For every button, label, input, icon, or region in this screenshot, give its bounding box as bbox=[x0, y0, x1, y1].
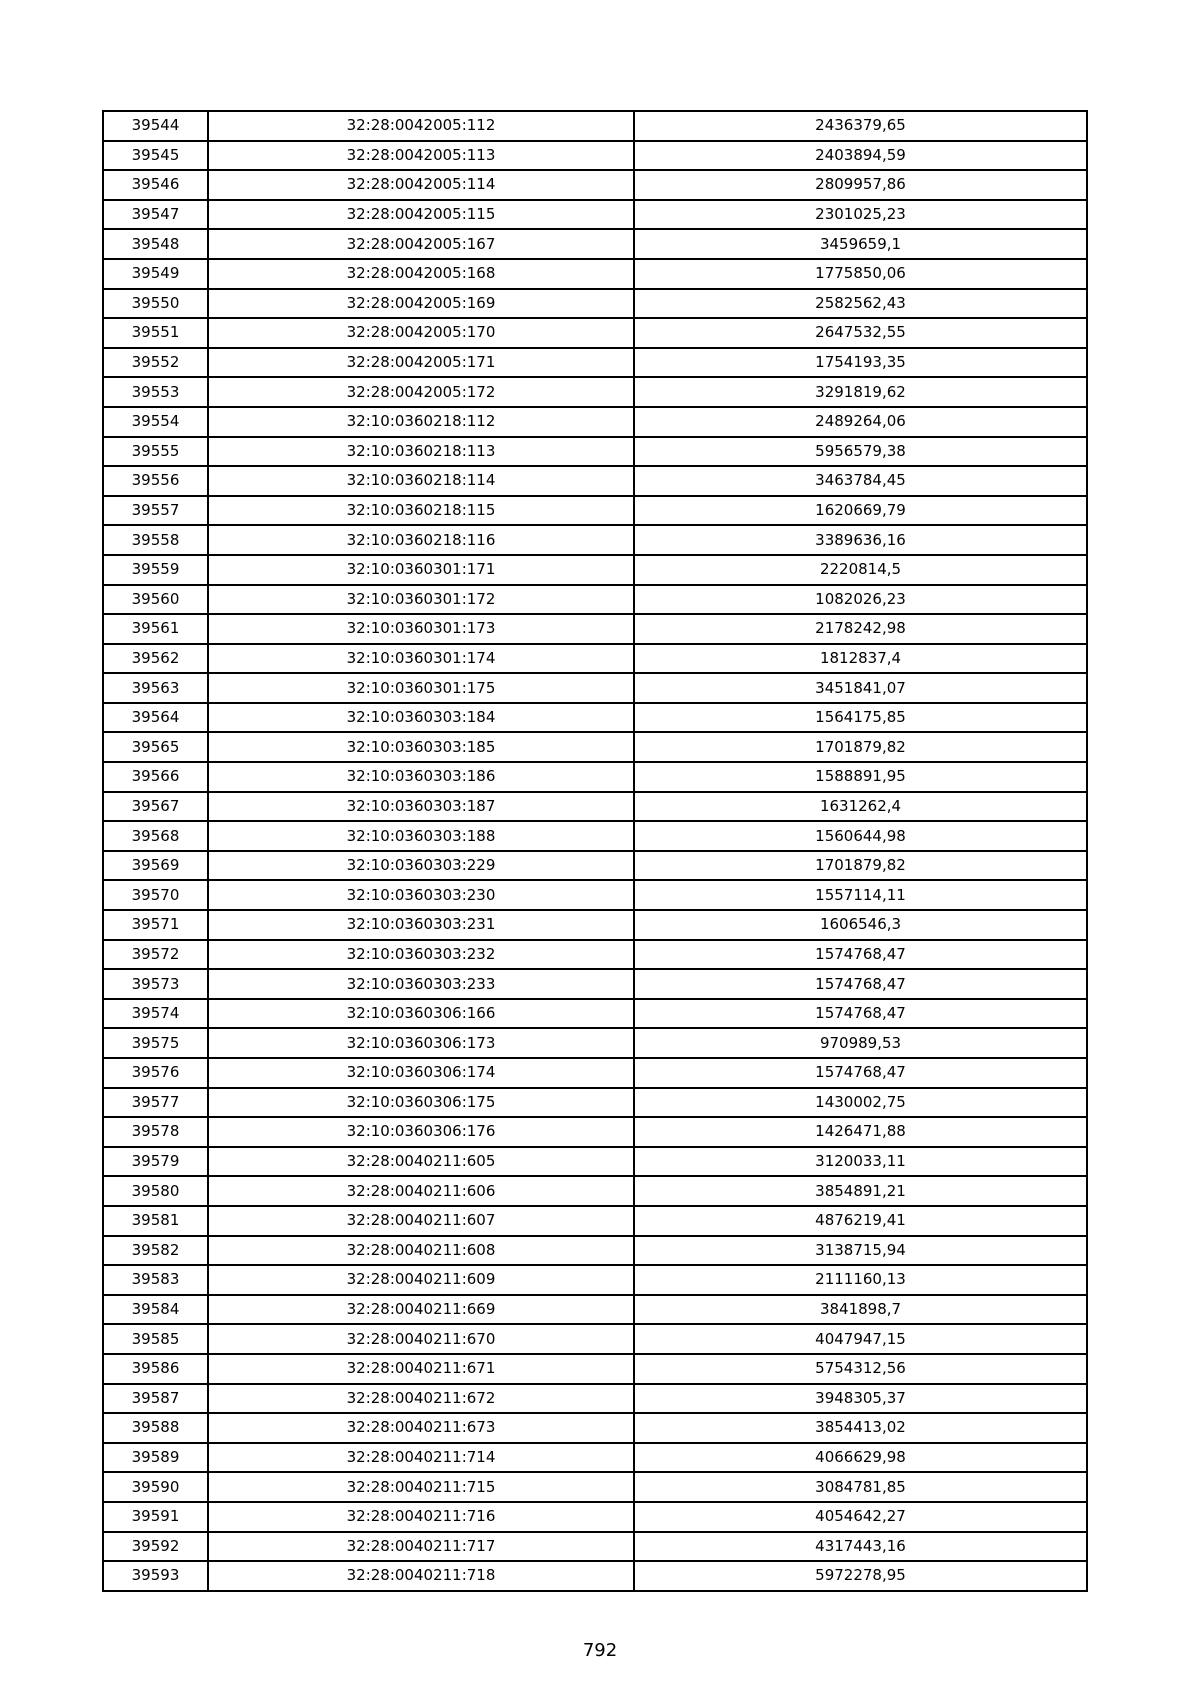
cadastral-value-cell: 4054642,27 bbox=[634, 1502, 1087, 1532]
cadastral-value-cell: 2301025,23 bbox=[634, 200, 1087, 230]
row-index-cell: 39571 bbox=[103, 910, 208, 940]
row-index-cell: 39588 bbox=[103, 1413, 208, 1443]
cadastral-number-cell: 32:28:0042005:167 bbox=[208, 229, 634, 259]
table-row bbox=[103, 229, 1087, 259]
table-row bbox=[103, 170, 1087, 200]
cadastral-value-cell: 1082026,23 bbox=[634, 585, 1087, 615]
row-index-cell: 39566 bbox=[103, 762, 208, 792]
cadastral-number-cell: 32:10:0360303:232 bbox=[208, 940, 634, 970]
cadastral-number-cell: 32:10:0360303:229 bbox=[208, 851, 634, 881]
cadastral-number-cell: 32:28:0040211:670 bbox=[208, 1324, 634, 1354]
cadastral-value-cell: 3463784,45 bbox=[634, 466, 1087, 496]
cadastral-number-cell: 32:28:0040211:716 bbox=[208, 1502, 634, 1532]
cadastral-value-cell: 3084781,85 bbox=[634, 1472, 1087, 1502]
cadastral-value-cell: 1557114,11 bbox=[634, 880, 1087, 910]
row-index-cell: 39554 bbox=[103, 407, 208, 437]
table-row bbox=[103, 821, 1087, 851]
row-index-cell: 39576 bbox=[103, 1058, 208, 1088]
cadastral-value-cell: 3138715,94 bbox=[634, 1236, 1087, 1266]
table-row bbox=[103, 940, 1087, 970]
row-index-cell: 39555 bbox=[103, 437, 208, 467]
row-index-cell: 39586 bbox=[103, 1354, 208, 1384]
cadastral-number-cell: 32:10:0360306:173 bbox=[208, 1028, 634, 1058]
cadastral-value-cell: 2220814,5 bbox=[634, 555, 1087, 585]
cadastral-value-cell: 3948305,37 bbox=[634, 1384, 1087, 1414]
row-index-cell: 39567 bbox=[103, 792, 208, 822]
cadastral-value-cell: 1574768,47 bbox=[634, 999, 1087, 1029]
row-index-cell: 39563 bbox=[103, 673, 208, 703]
cadastral-number-cell: 32:28:0042005:168 bbox=[208, 259, 634, 289]
row-index-cell: 39582 bbox=[103, 1236, 208, 1266]
table-row bbox=[103, 1236, 1087, 1266]
cadastral-number-cell: 32:10:0360303:184 bbox=[208, 703, 634, 733]
cadastral-number-cell: 32:10:0360218:115 bbox=[208, 496, 634, 526]
cadastral-value-cell: 1775850,06 bbox=[634, 259, 1087, 289]
cadastral-value-cell: 4317443,16 bbox=[634, 1532, 1087, 1562]
row-index-cell: 39560 bbox=[103, 585, 208, 615]
cadastral-number-cell: 32:28:0042005:113 bbox=[208, 141, 634, 171]
row-index-cell: 39551 bbox=[103, 318, 208, 348]
table-row bbox=[103, 1413, 1087, 1443]
table-row bbox=[103, 1324, 1087, 1354]
table-row bbox=[103, 1384, 1087, 1414]
table-row bbox=[103, 1472, 1087, 1502]
cadastral-value-cell: 2489264,06 bbox=[634, 407, 1087, 437]
table-row bbox=[103, 437, 1087, 467]
row-index-cell: 39589 bbox=[103, 1443, 208, 1473]
cadastral-number-cell: 32:28:0040211:672 bbox=[208, 1384, 634, 1414]
table-row bbox=[103, 377, 1087, 407]
row-index-cell: 39549 bbox=[103, 259, 208, 289]
table-row bbox=[103, 969, 1087, 999]
cadastral-number-cell: 32:10:0360301:171 bbox=[208, 555, 634, 585]
table-row bbox=[103, 407, 1087, 437]
cadastral-number-cell: 32:10:0360301:175 bbox=[208, 673, 634, 703]
cadastral-number-cell: 32:28:0040211:609 bbox=[208, 1265, 634, 1295]
row-index-cell: 39574 bbox=[103, 999, 208, 1029]
cadastral-number-cell: 32:28:0040211:606 bbox=[208, 1176, 634, 1206]
cadastral-number-cell: 32:10:0360303:230 bbox=[208, 880, 634, 910]
cadastral-value-cell: 2436379,65 bbox=[634, 111, 1087, 141]
table-row bbox=[103, 348, 1087, 378]
row-index-cell: 39562 bbox=[103, 644, 208, 674]
table-row bbox=[103, 673, 1087, 703]
cadastral-value-cell: 3854891,21 bbox=[634, 1176, 1087, 1206]
table-row bbox=[103, 525, 1087, 555]
cadastral-value-cell: 2111160,13 bbox=[634, 1265, 1087, 1295]
table-row bbox=[103, 1088, 1087, 1118]
table-row bbox=[103, 880, 1087, 910]
row-index-cell: 39573 bbox=[103, 969, 208, 999]
row-index-cell: 39565 bbox=[103, 732, 208, 762]
row-index-cell: 39592 bbox=[103, 1532, 208, 1562]
row-index-cell: 39569 bbox=[103, 851, 208, 881]
table-row bbox=[103, 1058, 1087, 1088]
cadastral-number-cell: 32:28:0040211:715 bbox=[208, 1472, 634, 1502]
row-index-cell: 39570 bbox=[103, 880, 208, 910]
table-row bbox=[103, 614, 1087, 644]
row-index-cell: 39552 bbox=[103, 348, 208, 378]
cadastral-number-cell: 32:28:0040211:607 bbox=[208, 1206, 634, 1236]
cadastral-number-cell: 32:28:0040211:605 bbox=[208, 1147, 634, 1177]
row-index-cell: 39550 bbox=[103, 289, 208, 319]
table-row bbox=[103, 1354, 1087, 1384]
cadastral-number-cell: 32:10:0360301:174 bbox=[208, 644, 634, 674]
cadastral-number-cell: 32:28:0042005:112 bbox=[208, 111, 634, 141]
cadastral-value-cell: 2647532,55 bbox=[634, 318, 1087, 348]
cadastral-value-cell: 1430002,75 bbox=[634, 1088, 1087, 1118]
row-index-cell: 39544 bbox=[103, 111, 208, 141]
cadastral-number-cell: 32:28:0040211:669 bbox=[208, 1295, 634, 1325]
cadastral-number-cell: 32:28:0040211:608 bbox=[208, 1236, 634, 1266]
row-index-cell: 39572 bbox=[103, 940, 208, 970]
page-number: 792 bbox=[582, 1640, 618, 1661]
cadastral-number-cell: 32:10:0360301:173 bbox=[208, 614, 634, 644]
row-index-cell: 39558 bbox=[103, 525, 208, 555]
cadastral-value-cell: 3291819,62 bbox=[634, 377, 1087, 407]
table-row bbox=[103, 111, 1087, 141]
cadastral-number-cell: 32:28:0042005:171 bbox=[208, 348, 634, 378]
cadastral-number-cell: 32:10:0360303:185 bbox=[208, 732, 634, 762]
table-row bbox=[103, 141, 1087, 171]
table-row bbox=[103, 555, 1087, 585]
cadastral-number-cell: 32:28:0042005:172 bbox=[208, 377, 634, 407]
cadastral-number-cell: 32:10:0360218:116 bbox=[208, 525, 634, 555]
table-row bbox=[103, 1206, 1087, 1236]
cadastral-value-cell: 3389636,16 bbox=[634, 525, 1087, 555]
table-body bbox=[103, 111, 1087, 1591]
table-row bbox=[103, 851, 1087, 881]
cadastral-value-cell: 1588891,95 bbox=[634, 762, 1087, 792]
table-row bbox=[103, 259, 1087, 289]
table-row bbox=[103, 200, 1087, 230]
cadastral-value-cell: 1701879,82 bbox=[634, 732, 1087, 762]
cadastral-value-cell: 1606546,3 bbox=[634, 910, 1087, 940]
table-row bbox=[103, 1265, 1087, 1295]
table-row bbox=[103, 1561, 1087, 1591]
cadastral-number-cell: 32:10:0360218:114 bbox=[208, 466, 634, 496]
cadastral-number-cell: 32:28:0040211:717 bbox=[208, 1532, 634, 1562]
cadastral-value-cell: 1574768,47 bbox=[634, 940, 1087, 970]
table-row bbox=[103, 762, 1087, 792]
cadastral-value-cell: 3451841,07 bbox=[634, 673, 1087, 703]
cadastral-value-cell: 3854413,02 bbox=[634, 1413, 1087, 1443]
cadastral-number-cell: 32:10:0360301:172 bbox=[208, 585, 634, 615]
cadastral-value-cell: 1574768,47 bbox=[634, 969, 1087, 999]
row-index-cell: 39590 bbox=[103, 1472, 208, 1502]
row-index-cell: 39561 bbox=[103, 614, 208, 644]
cadastral-value-cell: 5972278,95 bbox=[634, 1561, 1087, 1591]
cadastral-value-cell: 3459659,1 bbox=[634, 229, 1087, 259]
row-index-cell: 39587 bbox=[103, 1384, 208, 1414]
row-index-cell: 39575 bbox=[103, 1028, 208, 1058]
row-index-cell: 39559 bbox=[103, 555, 208, 585]
table-row bbox=[103, 1502, 1087, 1532]
row-index-cell: 39585 bbox=[103, 1324, 208, 1354]
row-index-cell: 39577 bbox=[103, 1088, 208, 1118]
cadastral-value-cell: 2809957,86 bbox=[634, 170, 1087, 200]
cadastral-number-cell: 32:10:0360303:233 bbox=[208, 969, 634, 999]
cadastral-value-cell: 1560644,98 bbox=[634, 821, 1087, 851]
cadastral-number-cell: 32:10:0360218:113 bbox=[208, 437, 634, 467]
cadastral-number-cell: 32:10:0360303:188 bbox=[208, 821, 634, 851]
cadastral-number-cell: 32:28:0042005:114 bbox=[208, 170, 634, 200]
table-row bbox=[103, 910, 1087, 940]
cadastral-value-cell: 1620669,79 bbox=[634, 496, 1087, 526]
cadastral-number-cell: 32:10:0360303:231 bbox=[208, 910, 634, 940]
table-row bbox=[103, 1532, 1087, 1562]
row-index-cell: 39568 bbox=[103, 821, 208, 851]
cadastral-number-cell: 32:10:0360303:187 bbox=[208, 792, 634, 822]
cadastral-value-cell: 1754193,35 bbox=[634, 348, 1087, 378]
table-row bbox=[103, 1117, 1087, 1147]
cadastral-number-cell: 32:10:0360306:175 bbox=[208, 1088, 634, 1118]
row-index-cell: 39548 bbox=[103, 229, 208, 259]
cadastral-number-cell: 32:10:0360218:112 bbox=[208, 407, 634, 437]
row-index-cell: 39564 bbox=[103, 703, 208, 733]
table-row bbox=[103, 318, 1087, 348]
table-row bbox=[103, 999, 1087, 1029]
cadastral-value-cell: 3120033,11 bbox=[634, 1147, 1087, 1177]
table-row bbox=[103, 1176, 1087, 1206]
cadastral-value-cell: 1574768,47 bbox=[634, 1058, 1087, 1088]
cadastral-number-cell: 32:10:0360306:166 bbox=[208, 999, 634, 1029]
cadastral-number-cell: 32:10:0360306:174 bbox=[208, 1058, 634, 1088]
row-index-cell: 39557 bbox=[103, 496, 208, 526]
table-row bbox=[103, 1443, 1087, 1473]
table-row bbox=[103, 289, 1087, 319]
cadastral-value-cell: 4047947,15 bbox=[634, 1324, 1087, 1354]
table-row bbox=[103, 1028, 1087, 1058]
cadastral-value-cell: 1701879,82 bbox=[634, 851, 1087, 881]
cadastral-value-cell: 5956579,38 bbox=[634, 437, 1087, 467]
table-row bbox=[103, 1147, 1087, 1177]
cadastral-value-cell: 1564175,85 bbox=[634, 703, 1087, 733]
table-row bbox=[103, 703, 1087, 733]
cadastral-value-cell: 4876219,41 bbox=[634, 1206, 1087, 1236]
row-index-cell: 39593 bbox=[103, 1561, 208, 1591]
row-index-cell: 39578 bbox=[103, 1117, 208, 1147]
table-row bbox=[103, 644, 1087, 674]
cadastral-number-cell: 32:10:0360306:176 bbox=[208, 1117, 634, 1147]
cadastral-number-cell: 32:28:0040211:718 bbox=[208, 1561, 634, 1591]
cadastral-value-cell: 1812837,4 bbox=[634, 644, 1087, 674]
cadastral-value-cell: 2403894,59 bbox=[634, 141, 1087, 171]
cadastral-number-cell: 32:28:0040211:671 bbox=[208, 1354, 634, 1384]
table-row bbox=[103, 496, 1087, 526]
cadastral-number-cell: 32:28:0042005:169 bbox=[208, 289, 634, 319]
table-row bbox=[103, 732, 1087, 762]
row-index-cell: 39583 bbox=[103, 1265, 208, 1295]
cadastral-number-cell: 32:28:0040211:714 bbox=[208, 1443, 634, 1473]
cadastral-number-cell: 32:28:0040211:673 bbox=[208, 1413, 634, 1443]
cadastral-value-cell: 3841898,7 bbox=[634, 1295, 1087, 1325]
row-index-cell: 39579 bbox=[103, 1147, 208, 1177]
cadastral-value-cell: 4066629,98 bbox=[634, 1443, 1087, 1473]
row-index-cell: 39584 bbox=[103, 1295, 208, 1325]
table-row bbox=[103, 792, 1087, 822]
cadastral-value-cell: 5754312,56 bbox=[634, 1354, 1087, 1384]
cadastral-value-cell: 970989,53 bbox=[634, 1028, 1087, 1058]
row-index-cell: 39556 bbox=[103, 466, 208, 496]
cadastral-value-cell: 1426471,88 bbox=[634, 1117, 1087, 1147]
row-index-cell: 39581 bbox=[103, 1206, 208, 1236]
row-index-cell: 39545 bbox=[103, 141, 208, 171]
cadastral-number-cell: 32:28:0042005:115 bbox=[208, 200, 634, 230]
table-row bbox=[103, 585, 1087, 615]
table-row bbox=[103, 466, 1087, 496]
cadastral-value-table-container bbox=[102, 110, 1086, 1592]
cadastral-value-cell: 2582562,43 bbox=[634, 289, 1087, 319]
table-row bbox=[103, 1295, 1087, 1325]
cadastral-number-cell: 32:10:0360303:186 bbox=[208, 762, 634, 792]
row-index-cell: 39580 bbox=[103, 1176, 208, 1206]
cadastral-value-table bbox=[102, 110, 1088, 1592]
row-index-cell: 39591 bbox=[103, 1502, 208, 1532]
row-index-cell: 39546 bbox=[103, 170, 208, 200]
cadastral-value-cell: 2178242,98 bbox=[634, 614, 1087, 644]
cadastral-value-cell: 1631262,4 bbox=[634, 792, 1087, 822]
row-index-cell: 39547 bbox=[103, 200, 208, 230]
cadastral-number-cell: 32:28:0042005:170 bbox=[208, 318, 634, 348]
row-index-cell: 39553 bbox=[103, 377, 208, 407]
